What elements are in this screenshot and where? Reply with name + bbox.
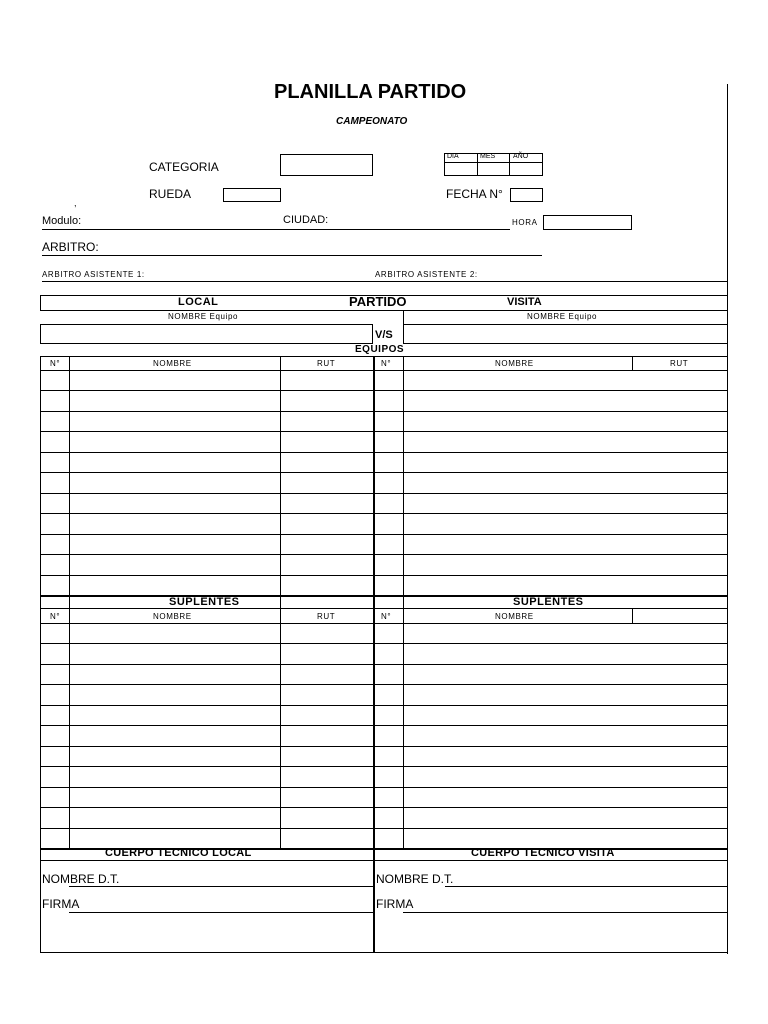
sup-visita-num-header: N° — [381, 612, 392, 621]
hora-field[interactable] — [543, 215, 632, 230]
table-row[interactable] — [40, 705, 727, 706]
asistente1-label: ARBITRO ASISTENTE 1: — [42, 270, 145, 279]
local-num-header: N° — [50, 359, 61, 368]
arbitro-line[interactable] — [42, 255, 542, 256]
firma-visita-label: FIRMA — [376, 897, 414, 911]
local-label: LOCAL — [178, 296, 219, 308]
table-row[interactable] — [40, 684, 727, 685]
suplentes-local-title: SUPLENTES — [169, 596, 240, 608]
visita-label: VISITA — [507, 296, 542, 308]
visita-num-header: N° — [381, 359, 392, 368]
vs-divider-top — [403, 311, 404, 324]
header-row-line — [40, 370, 727, 371]
local-rut-header: RUT — [317, 359, 336, 368]
cuerpo-visita-title: CUERPO TECNICO VISITA — [471, 847, 615, 859]
suplentes-visita-title: SUPLENTES — [513, 596, 584, 608]
local-nombre-header: NOMBRE — [153, 359, 192, 368]
sup-visita-nombre-header: NOMBRE — [495, 612, 534, 621]
hora-label: HORA — [512, 218, 538, 227]
local-rut-col — [280, 356, 281, 848]
modulo-line[interactable] — [42, 229, 510, 230]
suplentes-divider — [40, 595, 727, 597]
asistente2-label: ARBITRO ASISTENTE 2: — [375, 270, 478, 279]
table-frame — [40, 356, 728, 953]
table-row[interactable] — [40, 554, 727, 555]
visita-sup-rut-col — [632, 608, 633, 624]
asistentes-line[interactable] — [42, 281, 727, 282]
table-row[interactable] — [40, 664, 727, 665]
dia-label: DIA — [447, 153, 459, 160]
firma-visita-line[interactable] — [403, 912, 727, 913]
mes-field[interactable] — [478, 163, 509, 175]
nombre-dt-visita-line[interactable] — [445, 886, 727, 887]
table-row[interactable] — [40, 513, 727, 514]
partido-label: PARTIDO — [349, 294, 407, 309]
table-row[interactable] — [40, 575, 727, 576]
suplentes-colheader-line — [40, 623, 727, 624]
page-title: PLANILLA PARTIDO — [274, 81, 467, 103]
cuerpo-local-title: CUERPO TECNICO LOCAL — [105, 847, 252, 859]
visita-rut-col — [632, 356, 633, 371]
visita-num-col — [403, 356, 404, 848]
suplentes-header-line — [40, 608, 727, 609]
sup-local-rut-header: RUT — [317, 612, 336, 621]
table-row[interactable] — [40, 725, 727, 726]
ciudad-label: CIUDAD: — [283, 214, 329, 226]
comma-mark: , — [74, 198, 77, 208]
mes-label: MES — [480, 153, 496, 160]
local-num-col — [69, 356, 70, 848]
table-row[interactable] — [40, 766, 727, 767]
rueda-field[interactable] — [223, 188, 281, 202]
fecha-label: FECHA N° — [446, 187, 503, 201]
vs-label: V/S — [375, 329, 393, 341]
nombre-equipo-local-label: NOMBRE Equipo — [168, 312, 239, 321]
table-row[interactable] — [40, 390, 727, 391]
table-row[interactable] — [40, 643, 727, 644]
ano-label: AÑO — [513, 153, 529, 160]
table-row[interactable] — [40, 452, 727, 453]
visita-nombre-header: NOMBRE — [495, 359, 534, 368]
rueda-label: RUEDA — [149, 187, 192, 201]
center-divider — [373, 356, 375, 953]
visita-team-field[interactable] — [403, 324, 728, 344]
table-row[interactable] — [40, 431, 727, 432]
nombre-dt-local-line[interactable] — [69, 886, 373, 887]
categoria-field[interactable] — [280, 154, 373, 176]
table-row[interactable] — [40, 493, 727, 494]
table-row[interactable] — [40, 411, 727, 412]
nombre-dt-visita-label: NOMBRE D.T. — [376, 872, 454, 886]
table-row[interactable] — [40, 787, 727, 788]
categoria-label: CATEGORIA — [149, 160, 219, 174]
arbitro-label: ARBITRO: — [42, 240, 99, 254]
fecha-field[interactable] — [510, 188, 543, 202]
subtitle: CAMPEONATO — [336, 116, 408, 127]
nombre-equipo-visita-label: NOMBRE Equipo — [527, 312, 598, 321]
table-row[interactable] — [40, 472, 727, 473]
table-row[interactable] — [40, 534, 727, 535]
firma-local-line[interactable] — [69, 912, 373, 913]
table-row[interactable] — [40, 746, 727, 747]
nombre-dt-local-label: NOMBRE D.T. — [42, 872, 120, 886]
sup-local-num-header: N° — [50, 612, 61, 621]
cuerpo-header-line — [40, 860, 727, 861]
firma-local-label: FIRMA — [42, 897, 80, 911]
dia-field[interactable] — [445, 163, 477, 175]
visita-rut-header: RUT — [670, 359, 689, 368]
equipos-label: EQUIPOS — [355, 344, 405, 355]
table-row[interactable] — [40, 828, 727, 829]
table-row[interactable] — [40, 807, 727, 808]
ano-field[interactable] — [510, 163, 542, 175]
modulo-label: Modulo: — [42, 215, 82, 227]
local-team-field[interactable] — [40, 324, 373, 344]
sup-local-nombre-header: NOMBRE — [153, 612, 192, 621]
